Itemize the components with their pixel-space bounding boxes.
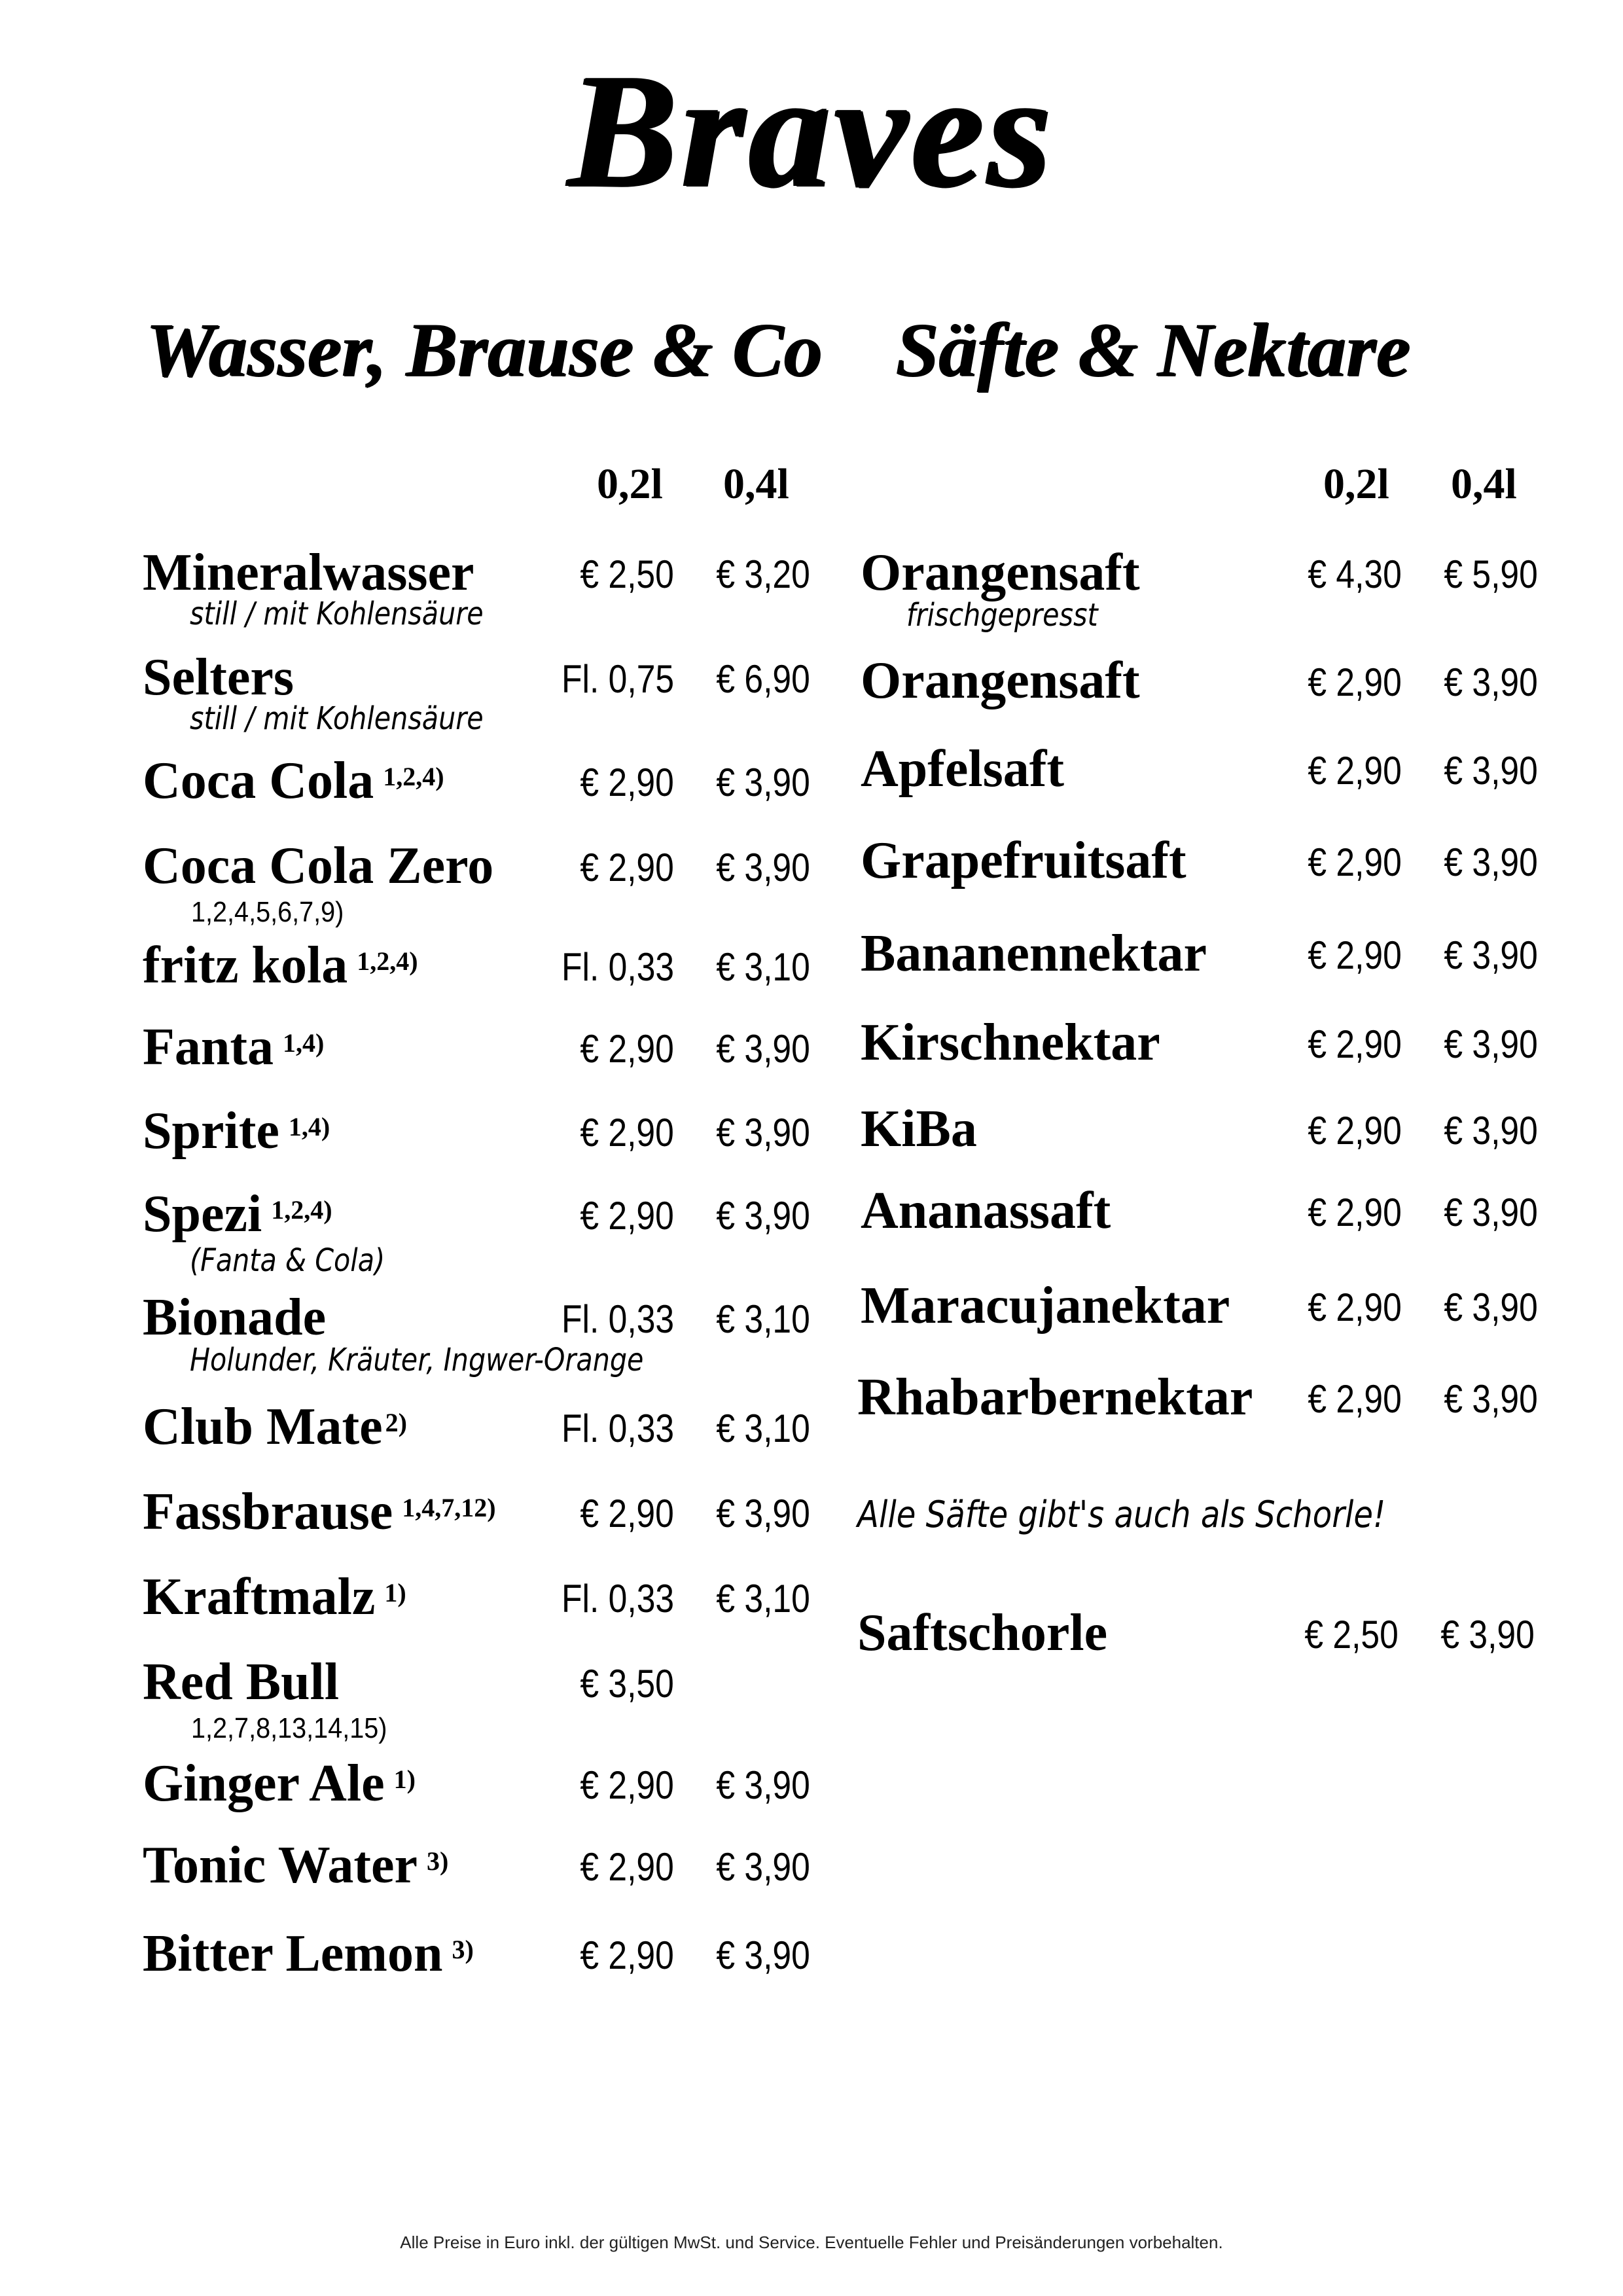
menu-item-ananassaft xyxy=(861,1181,1538,1240)
item-name: Saftschorle xyxy=(857,1604,1108,1662)
allergen-codes: 1,4,7,12) xyxy=(402,1493,496,1522)
menu-item-maracujanektar xyxy=(861,1276,1538,1335)
price-small: € 2,90 xyxy=(580,761,674,804)
item-name: Orangensaft xyxy=(861,544,1140,601)
item-name: Bitter Lemon $^{3)}$ xyxy=(143,1925,474,1982)
price-large: € 3,90 xyxy=(716,1111,810,1155)
menu-item-orangensaft xyxy=(861,651,1538,710)
allergen-codes: 2) xyxy=(385,1408,407,1437)
item-name: Grapefruitsaft xyxy=(861,832,1186,889)
price-large: € 3,90 xyxy=(1444,840,1538,884)
item-name: Maracujanektar xyxy=(861,1277,1230,1335)
menu-item-kiba xyxy=(861,1100,1538,1158)
price-large: € 3,90 xyxy=(1444,749,1538,793)
allergen-codes: 1,4) xyxy=(288,1112,330,1141)
price-small: € 2,50 xyxy=(580,552,674,596)
restaurant-title: Braves xyxy=(567,40,1056,221)
price-small: € 2,90 xyxy=(580,1111,674,1155)
price-bottle: Fl. 0,75 xyxy=(561,657,674,701)
size-header-small: 0,2l xyxy=(597,460,663,508)
price-small: € 2,90 xyxy=(580,1933,674,1977)
item-name: KiBa xyxy=(861,1100,977,1158)
price-large: € 5,90 xyxy=(1444,552,1538,596)
allergen-codes: 3) xyxy=(427,1846,449,1876)
price-large: € 3,10 xyxy=(716,1577,810,1621)
price-large: € 3,90 xyxy=(716,1194,810,1238)
price-bottle: Fl. 0,33 xyxy=(561,1577,674,1621)
price-small: € 2,90 xyxy=(580,846,674,889)
price-large: € 3,10 xyxy=(716,1407,810,1450)
menu-item-tonic-water xyxy=(143,1836,810,1895)
size-header-small: 0,2l xyxy=(1323,460,1389,508)
price-small: € 4,30 xyxy=(1308,552,1402,596)
price-large: € 3,90 xyxy=(1444,1285,1538,1329)
allergen-codes: 1,2,4,5,6,7,9) xyxy=(191,896,344,928)
menu-item-saftschorle xyxy=(857,1604,1535,1662)
item-note: (Fanta & Cola) xyxy=(190,1242,385,1279)
price-large: € 3,90 xyxy=(1440,1613,1535,1657)
item-note: still / mit Kohlensäure xyxy=(190,700,484,737)
price-small: € 2,90 xyxy=(580,1027,674,1071)
item-name: Bionade xyxy=(143,1289,327,1346)
allergen-codes: 1) xyxy=(393,1765,416,1794)
item-note: still / mit Kohlensäure xyxy=(190,596,484,632)
price-large: € 3,10 xyxy=(716,1297,810,1341)
item-name: Kraftmalz $^{1)}$ xyxy=(143,1568,406,1626)
item-name: Red Bull xyxy=(143,1653,340,1711)
price-small: € 2,90 xyxy=(1308,1022,1402,1066)
item-name: Club Mate $^{2)}$ xyxy=(143,1398,407,1456)
price-small: € 2,90 xyxy=(1308,1191,1402,1234)
item-name: Spezi $^{1,2,4)}$ xyxy=(143,1185,332,1243)
item-name: Coca Cola Zero xyxy=(143,837,494,895)
menu-item-bananennektar xyxy=(861,924,1538,983)
item-name: Apfelsaft xyxy=(861,740,1065,798)
price-small: € 2,90 xyxy=(580,1492,674,1535)
menu-item-fanta xyxy=(143,1018,810,1077)
item-name: Fassbrause $^{1,4,7,12)}$ xyxy=(143,1483,496,1541)
price-large: € 3,90 xyxy=(716,846,810,889)
price-small: € 2,90 xyxy=(1308,1377,1402,1421)
price-large: € 3,90 xyxy=(716,1845,810,1889)
price-bottle: Fl. 0,33 xyxy=(561,945,674,989)
allergen-codes: 1,2,4) xyxy=(383,762,444,791)
price-small: € 2,50 xyxy=(1304,1613,1399,1657)
menu-item-grapefruitsaft xyxy=(861,831,1538,890)
menu-item-bionade xyxy=(143,1288,810,1347)
price-bottle: Fl. 0,33 xyxy=(561,1297,674,1341)
menu-item-bitter-lemon xyxy=(143,1924,810,1983)
price-large: € 3,90 xyxy=(1444,1191,1538,1234)
menu-item-kirschnektar xyxy=(861,1013,1538,1072)
item-name: Bananennektar xyxy=(861,925,1207,982)
item-name: Ananassaft xyxy=(861,1182,1111,1240)
item-note: frischgepresst xyxy=(906,597,1098,634)
menu-item-spezi xyxy=(143,1185,810,1244)
menu-item-coca-cola xyxy=(143,751,810,810)
price-large: € 3,90 xyxy=(716,1933,810,1977)
price-large: € 3,90 xyxy=(716,761,810,804)
allergen-codes: 1,4) xyxy=(283,1028,325,1058)
item-name: Kirschnektar xyxy=(861,1014,1160,1071)
menu-item-selters xyxy=(143,648,810,707)
section-title-saefte-nektare: Säfte & Nektare xyxy=(895,307,1410,393)
menu-item-fritz-kola xyxy=(143,936,810,995)
menu-item-kraftmalz xyxy=(143,1568,810,1626)
item-name: Selters xyxy=(143,649,294,706)
allergen-codes: 1,2,4) xyxy=(271,1195,332,1225)
allergen-codes: 1) xyxy=(384,1578,406,1607)
item-name: Tonic Water $^{3)}$ xyxy=(143,1837,449,1894)
price-disclaimer: Alle Preise in Euro inkl. der gültigen MwSt. und Service. Eventuelle Fehler und Preisänderungen vorbehalten. xyxy=(400,2233,1223,2252)
price-small: € 2,90 xyxy=(1308,933,1402,977)
price-large: € 3,20 xyxy=(716,552,810,596)
menu-item-orangensaft-frisch xyxy=(861,543,1538,602)
item-name: Orangensaft xyxy=(861,652,1140,709)
item-name: Coca Cola $^{1,2,4)}$ xyxy=(143,752,444,810)
schorle-hint: Alle Säfte gibt's auch als Schorle! xyxy=(857,1494,1386,1536)
item-name: Fanta $^{1,4)}$ xyxy=(143,1018,325,1076)
price-small: € 2,90 xyxy=(580,1194,674,1238)
menu-item-red-bull xyxy=(143,1653,810,1712)
item-name: Rhabarbernektar xyxy=(857,1369,1253,1426)
menu-item-club-mate xyxy=(143,1397,810,1456)
allergen-codes: 3) xyxy=(452,1935,474,1964)
price-small: € 2,90 xyxy=(1308,1109,1402,1153)
price-small: € 2,90 xyxy=(580,1763,674,1807)
price-large: € 3,90 xyxy=(716,1027,810,1071)
price-large: € 6,90 xyxy=(716,657,810,701)
menu-item-apfelsaft xyxy=(861,740,1538,798)
price-small: € 2,90 xyxy=(1308,660,1402,704)
price-large: € 3,90 xyxy=(1444,933,1538,977)
size-header-large: 0,4l xyxy=(723,460,789,508)
price-large: € 3,90 xyxy=(1444,1109,1538,1153)
price-large: € 3,90 xyxy=(1444,1022,1538,1066)
menu-item-mineralwasser xyxy=(143,543,810,602)
size-header-large: 0,4l xyxy=(1451,460,1517,508)
menu-item-coca-cola-zero xyxy=(143,836,810,895)
price-large: € 3,10 xyxy=(716,945,810,989)
item-name: Ginger Ale $^{1)}$ xyxy=(143,1755,416,1812)
price-small: € 2,90 xyxy=(1308,840,1402,884)
item-name: fritz kola $^{1,2,4)}$ xyxy=(143,937,418,994)
price-large: € 3,90 xyxy=(1444,660,1538,704)
price-single: € 3,50 xyxy=(580,1662,674,1706)
item-name: Mineralwasser xyxy=(143,544,474,601)
price-large: € 3,90 xyxy=(716,1763,810,1807)
price-bottle: Fl. 0,33 xyxy=(561,1407,674,1450)
item-name: Sprite $^{1,4)}$ xyxy=(143,1102,330,1160)
section-title-wasser-brause: Wasser, Brause & Co xyxy=(145,307,822,393)
allergen-codes: 1,2,4) xyxy=(357,946,418,976)
allergen-codes: 1,2,7,8,13,14,15) xyxy=(191,1712,387,1744)
item-note: Holunder, Kräuter, Ingwer-Orange xyxy=(190,1342,644,1378)
price-small: € 2,90 xyxy=(1308,749,1402,793)
price-small: € 2,90 xyxy=(580,1845,674,1889)
menu-item-sprite xyxy=(143,1102,810,1160)
menu-item-ginger-ale xyxy=(143,1754,810,1813)
price-large: € 3,90 xyxy=(716,1492,810,1535)
price-small: € 2,90 xyxy=(1308,1285,1402,1329)
price-large: € 3,90 xyxy=(1444,1377,1538,1421)
menu-item-rhabarbernektar xyxy=(857,1368,1538,1427)
menu-item-fassbrause xyxy=(143,1482,810,1541)
